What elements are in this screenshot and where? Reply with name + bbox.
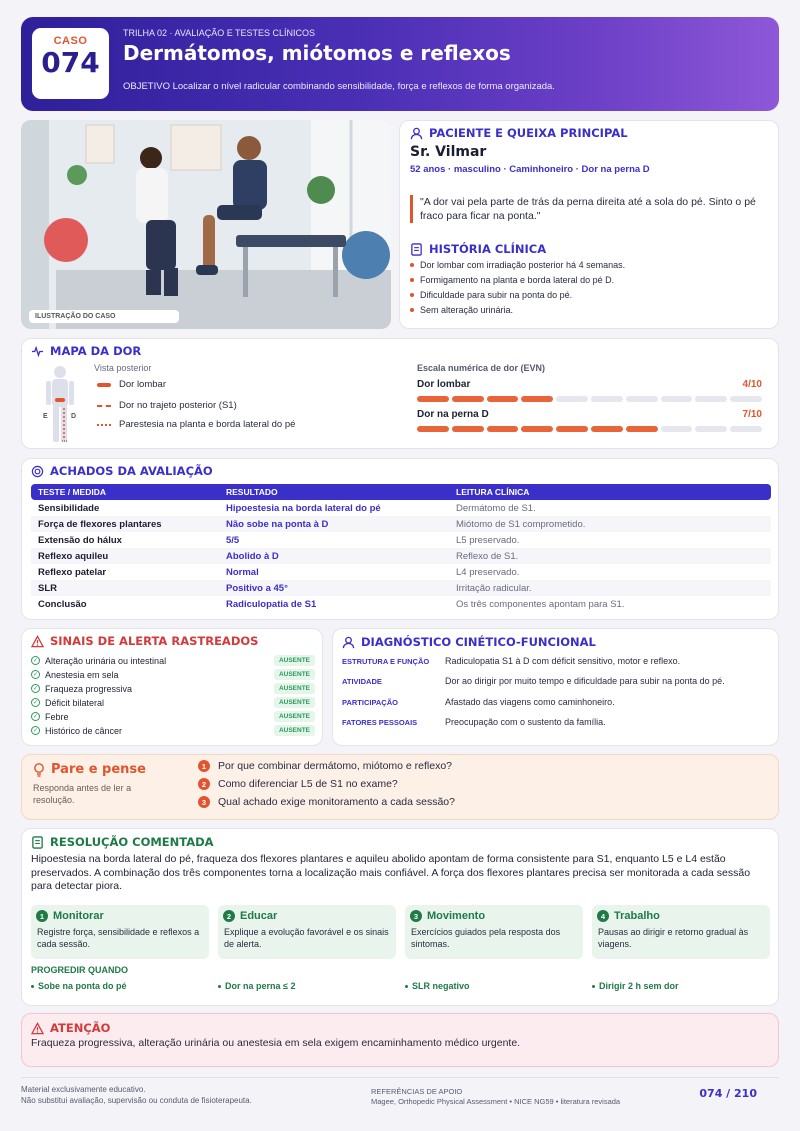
- left-side-label: E: [43, 413, 48, 420]
- pain-map-title: MAPA DA DOR: [50, 344, 142, 358]
- table-cell: Irritação radicular.: [449, 580, 771, 596]
- warning-text: Fraqueza progressiva, alteração urinária ou anestesia em sela exigem encaminhamento médico urgente.: [31, 1037, 521, 1049]
- pain-bar-segment: [695, 396, 727, 402]
- history-section-title: [410, 242, 546, 256]
- illustration-tag: ILUSTRAÇÃO DO CASO: [29, 310, 179, 323]
- table-cell: Radiculopatia de S1: [226, 598, 317, 610]
- pain-bar-segment: [591, 426, 623, 432]
- step-card: [218, 905, 396, 959]
- alert-item: [31, 711, 315, 722]
- step-title: Monitorar: [53, 910, 104, 922]
- track-label: TRILHA 02 · AVALIAÇÃO E TESTES CLÍNICOS: [123, 28, 316, 38]
- progress-criterion: SLR negativo: [405, 981, 470, 991]
- step-card: [405, 905, 583, 959]
- patient-title: PACIENTE E QUEIXA PRINCIPAL: [429, 126, 628, 140]
- pain-map-section-title: [31, 344, 141, 358]
- table-row: [31, 516, 771, 532]
- alert-item: [31, 725, 315, 736]
- pain-bar-segment: [626, 426, 658, 432]
- patient-card: [399, 120, 779, 329]
- pain-bar-segment: [695, 426, 727, 432]
- table-row: [31, 548, 771, 564]
- resolution-text: Hipoestesia na borda lateral do pé, fraqueza dos flexores plantares e aquileu abolido apontam de forma consistente para S1, enquanto L5 e L4 estão preservados. A combinação dos três componentes torna a localização mais confiável. A força dos flexores plantares precisa ser monitorada a cada sessão para detectar piora.: [31, 853, 751, 892]
- legend-item: Parestesia na planta e borda lateral do pé: [97, 419, 295, 430]
- resolution-card: [21, 828, 779, 1006]
- table-cell: Reflexo de S1.: [449, 548, 771, 564]
- pulse-icon: [31, 345, 44, 358]
- progress-criterion: Dirigir 2 h sem dor: [592, 981, 679, 991]
- pain-scale-title: Escala numérica de dor (EVN): [417, 363, 546, 373]
- check-circle-icon: ✓: [32, 699, 39, 706]
- table-cell: Força de flexores plantares: [31, 516, 219, 532]
- pain-bar-segment: [591, 396, 623, 402]
- step-card: [592, 905, 770, 959]
- status-badge: AUSENTE: [274, 711, 315, 722]
- list-item: Dificuldade para subir na ponta do pé.: [410, 290, 625, 300]
- patient-quote: "A dor vai pela parte de trás da perna direita até a sola do pé. Sinto o pé fraco para ficar na ponta.": [410, 195, 770, 223]
- table-row: [31, 532, 771, 548]
- alert-label: Alteração urinária ou intestinal: [45, 655, 167, 666]
- pain-bar-segment: [521, 426, 553, 432]
- question-item: 1 Por que combinar dermátomo, miótomo e reflexo?: [198, 760, 452, 772]
- table-row: [31, 564, 771, 580]
- warning-card: [21, 1013, 779, 1067]
- check-circle-icon: ✓: [32, 713, 39, 720]
- alerts-card: [21, 628, 323, 746]
- alert-item: [31, 697, 315, 708]
- legend-item: Dor no trajeto posterior (S1): [97, 400, 237, 411]
- findings-title: ACHADOS DA AVALIAÇÃO: [50, 464, 213, 478]
- pain-bar: [417, 396, 762, 402]
- pain-bar-segment: [626, 396, 658, 402]
- check-circle-icon: ✓: [32, 685, 39, 692]
- pain-bar-segment: [452, 426, 484, 432]
- page-number: 074 / 210: [699, 1087, 757, 1100]
- diagnosis-row: PARTICIPAÇÃO Afastado das viagens como caminhoneiro.: [342, 697, 615, 707]
- document-icon: [410, 243, 423, 256]
- table-cell: Positivo a 45°: [219, 580, 449, 596]
- case-header: [21, 17, 779, 111]
- clinic-scene-illustration: [21, 120, 391, 329]
- step-number: 1: [36, 910, 48, 922]
- table-cell: L5 preservado.: [456, 534, 520, 546]
- step-description: Explique a evolução favorável e os sinais de alerta.: [224, 927, 389, 949]
- alert-label: Fraqueza progressiva: [45, 683, 133, 694]
- warning-title: ATENÇÃO: [50, 1021, 111, 1035]
- case-label: CASO: [53, 35, 88, 47]
- pain-bar-segment: [556, 426, 588, 432]
- table-cell: Não sobe na ponta à D: [219, 516, 449, 532]
- footer-disclaimer: Material exclusivamente educativo. Não substitui avaliação, supervisão ou conduta de fisioterapeuta.: [21, 1085, 252, 1105]
- column-header: RESULTADO: [219, 484, 449, 500]
- progress-criterion: Dor na perna ≤ 2: [218, 981, 295, 991]
- table-row: [31, 580, 771, 596]
- warning-icon: [31, 1022, 44, 1035]
- status-badge: AUSENTE: [274, 725, 315, 736]
- history-list: [410, 260, 625, 320]
- findings-body: [31, 500, 771, 612]
- step-number: 2: [223, 910, 235, 922]
- step-number: 4: [597, 910, 609, 922]
- progress-criterion: Sobe na ponta do pé: [31, 981, 127, 991]
- diagnosis-row: ESTRUTURA E FUNÇÃO Radiculopatia S1 à D com déficit sensitivo, motor e reflexo.: [342, 656, 681, 666]
- pain-bar-segment: [521, 396, 553, 402]
- pain-bar-segment: [417, 426, 449, 432]
- table-row: [31, 500, 771, 516]
- pain-bar-segment: [417, 396, 449, 402]
- table-cell: Reflexo patelar: [38, 566, 107, 578]
- pain-bar-segment: [661, 426, 693, 432]
- diagnosis-title: DIAGNÓSTICO CINÉTICO-FUNCIONAL: [361, 635, 596, 649]
- findings-section-title: [31, 464, 213, 478]
- user-icon: [410, 127, 423, 140]
- warning-icon: [31, 635, 44, 648]
- status-badge: AUSENTE: [274, 669, 315, 680]
- patient-section-title: [410, 126, 628, 140]
- target-icon: [31, 465, 44, 478]
- table-cell: Dermátomo de S1.: [456, 502, 536, 514]
- step-number: 3: [410, 910, 422, 922]
- table-cell: L4 preservado.: [456, 566, 520, 578]
- pain-bar-segment: [487, 396, 519, 402]
- status-badge: AUSENTE: [274, 697, 315, 708]
- alert-item: [31, 655, 315, 666]
- progress-title: PROGREDIR QUANDO: [31, 965, 129, 975]
- objective-text: OBJETIVO Localizar o nível radicular combinando sensibilidade, força e reflexos de forma organizada.: [123, 81, 555, 92]
- patient-info: 52 anos · masculino · Caminhoneiro · Dor na perna D: [410, 164, 650, 175]
- table-cell: Abolido à D: [219, 548, 449, 564]
- pain-bar-segment: [452, 396, 484, 402]
- table-cell: SLR: [31, 580, 219, 596]
- think-subtitle: Responda antes de ler a resolução.: [33, 783, 132, 805]
- pain-bar-segment: [730, 396, 762, 402]
- footer-divider: [21, 1077, 779, 1078]
- table-cell: Sensibilidade: [38, 502, 100, 514]
- legend-item: Dor lombar: [97, 379, 166, 390]
- findings-table: [31, 484, 771, 612]
- diagnosis-section-title: [342, 635, 596, 649]
- step-description: Pausas ao dirigir e retorno gradual às viagens.: [598, 927, 749, 949]
- check-circle-icon: ✓: [32, 671, 39, 678]
- table-cell: Reflexo aquileu: [31, 548, 219, 564]
- findings-card: [21, 458, 779, 620]
- pain-bar-segment: [661, 396, 693, 402]
- alert-label: Anestesia em sela: [45, 669, 119, 680]
- resolution-section-title: [31, 835, 214, 849]
- body-diagram-icon: [40, 364, 80, 444]
- lightbulb-icon: [33, 763, 45, 777]
- table-cell: Os três componentes apontam para S1.: [456, 598, 625, 610]
- list-item: Formigamento na planta e borda lateral do pé D.: [410, 275, 625, 285]
- think-title-row: [33, 762, 146, 777]
- case-badge: [32, 28, 109, 99]
- question-item: 3 Qual achado exige monitoramento a cada sessão?: [198, 796, 455, 808]
- history-title: HISTÓRIA CLÍNICA: [429, 242, 547, 256]
- question-item: 2 Como diferenciar L5 de S1 no exame?: [198, 778, 398, 790]
- alert-item: [31, 683, 315, 694]
- diagnosis-card: [332, 628, 779, 746]
- table-row: [31, 596, 771, 612]
- step-title: Movimento: [427, 910, 486, 922]
- alerts-title: SINAIS DE ALERTA RASTREADOS: [50, 634, 259, 648]
- alerts-section-title: [31, 634, 258, 648]
- think-title: Pare e pense: [51, 762, 146, 777]
- step-description: Exercícios guiados pela resposta dos sintomas.: [411, 927, 561, 949]
- check-circle-icon: ✓: [32, 657, 39, 664]
- alert-item: [31, 669, 315, 680]
- table-cell: Conclusão: [38, 598, 87, 610]
- footer-references: REFERÊNCIAS DE APOIO Magee, Orthopedic Physical Assessment • NICE NG59 • literatura revisada: [371, 1087, 621, 1106]
- view-label: Vista posterior: [94, 363, 152, 373]
- pain-bar-segment: [556, 396, 588, 402]
- column-header: LEITURA CLÍNICA: [449, 484, 771, 500]
- page-title: Dermátomos, miótomos e reflexos: [123, 41, 511, 65]
- pain-map-card: [21, 338, 779, 449]
- pain-bar: [417, 426, 762, 432]
- diagnosis-row: FATORES PESSOAIS Preocupação com o sustento da família.: [342, 717, 606, 727]
- step-card: [31, 905, 209, 959]
- step-title: Trabalho: [614, 910, 660, 922]
- table-cell: 5/5: [226, 534, 240, 546]
- list-item: Sem alteração urinária.: [410, 305, 625, 315]
- diagnosis-row: ATIVIDADE Dor ao dirigir por muito tempo e dificuldade para subir na ponta do pé.: [342, 676, 725, 686]
- pain-bar-segment: [730, 426, 762, 432]
- alert-label: Febre: [45, 711, 69, 722]
- case-number: 074: [41, 46, 100, 79]
- think-card: [21, 754, 779, 820]
- pain-bar-segment: [487, 426, 519, 432]
- patient-name: Sr. Vilmar: [410, 144, 487, 160]
- table-cell: Extensão do hálux: [38, 534, 122, 546]
- person-icon: [342, 636, 355, 649]
- pain-scale-leg: Dor na perna D 7/10: [417, 409, 762, 432]
- resolution-title: RESOLUÇÃO COMENTADA: [50, 835, 214, 849]
- document-icon: [31, 836, 44, 849]
- case-illustration: [21, 120, 391, 329]
- list-item: Dor lombar com irradiação posterior há 4 semanas.: [410, 260, 625, 270]
- table-cell: Normal: [226, 566, 259, 578]
- table-cell: Hipoestesia na borda lateral do pé: [226, 502, 381, 514]
- pain-scale-lumbar: Dor lombar 4/10: [417, 379, 762, 402]
- check-circle-icon: ✓: [32, 727, 39, 734]
- warning-title-row: [31, 1021, 110, 1035]
- right-side-label: D: [71, 413, 77, 420]
- table-header-row: [31, 484, 771, 500]
- column-header: TESTE / MEDIDA: [31, 484, 219, 500]
- status-badge: AUSENTE: [274, 683, 315, 694]
- step-description: Registre força, sensibilidade e reflexos a cada sessão.: [37, 927, 200, 949]
- status-badge: AUSENTE: [274, 655, 315, 666]
- alert-label: Déficit bilateral: [45, 697, 105, 708]
- step-title: Educar: [240, 910, 278, 922]
- alert-label: Histórico de câncer: [45, 725, 123, 736]
- table-cell: Miótomo de S1 comprometido.: [449, 516, 771, 532]
